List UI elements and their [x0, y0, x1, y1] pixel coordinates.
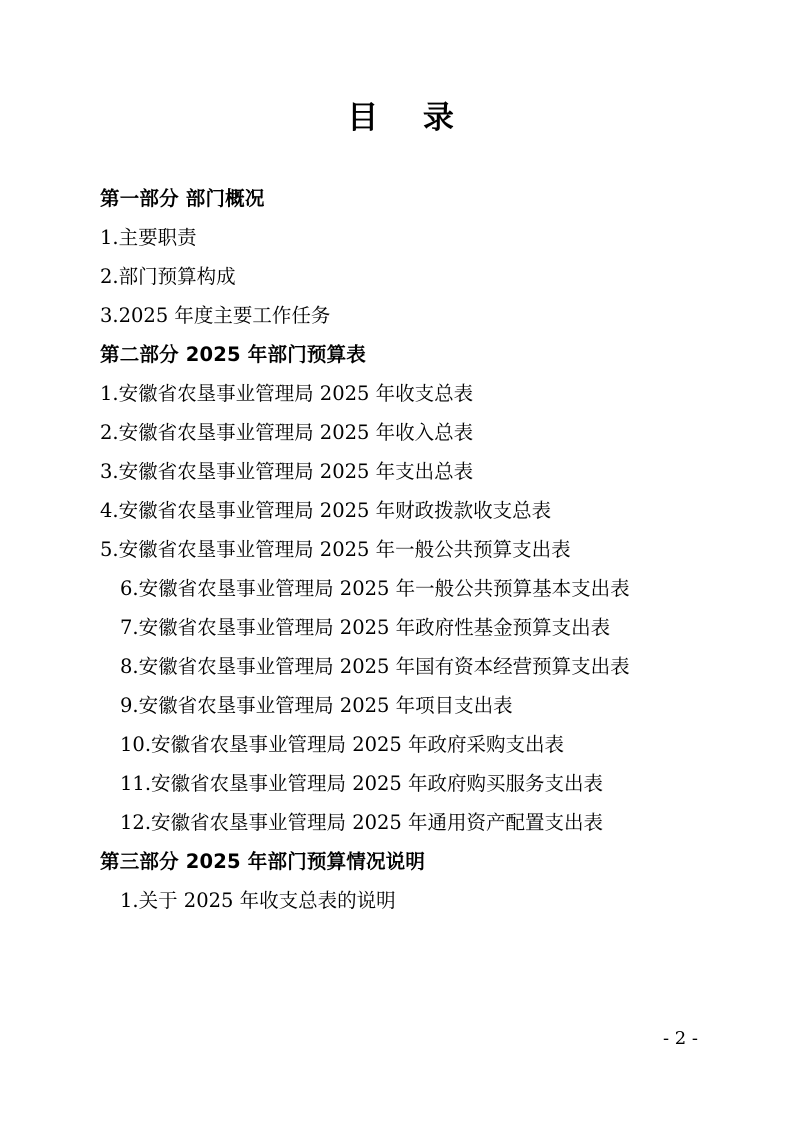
toc-entry[interactable]: 7.安徽省农垦事业管理局 2025 年政府性基金预算支出表	[120, 616, 611, 639]
toc-entry[interactable]: 12.安徽省农垦事业管理局 2025 年通用资产配置支出表	[120, 811, 604, 834]
toc-entry[interactable]: 8.安徽省农垦事业管理局 2025 年国有资本经营预算支出表	[120, 655, 630, 678]
toc-entry[interactable]: 1.关于 2025 年收支总表的说明	[120, 889, 396, 912]
toc-part-heading[interactable]: 第一部分 部门概况	[100, 187, 265, 210]
toc-entry[interactable]: 3.2025 年度主要工作任务	[100, 304, 331, 327]
page-number: - 2 -	[662, 1028, 698, 1049]
toc-entry[interactable]: 5.安徽省农垦事业管理局 2025 年一般公共预算支出表	[100, 538, 571, 561]
toc-entry[interactable]: 2.部门预算构成	[100, 265, 236, 288]
table-of-contents	[0, 179, 794, 920]
page-title: 目 录	[347, 100, 461, 136]
toc-entry[interactable]: 3.安徽省农垦事业管理局 2025 年支出总表	[100, 460, 474, 483]
toc-part-heading[interactable]: 第二部分 2025 年部门预算表	[100, 343, 366, 366]
toc-entry[interactable]: 10.安徽省农垦事业管理局 2025 年政府采购支出表	[120, 733, 565, 756]
toc-entry[interactable]: 1.主要职责	[100, 226, 197, 249]
toc-entry[interactable]: 9.安徽省农垦事业管理局 2025 年项目支出表	[120, 694, 513, 717]
toc-entry[interactable]: 4.安徽省农垦事业管理局 2025 年财政拨款收支总表	[100, 499, 552, 522]
toc-entry[interactable]: 1.安徽省农垦事业管理局 2025 年收支总表	[100, 382, 474, 405]
toc-entry[interactable]: 11.安徽省农垦事业管理局 2025 年政府购买服务支出表	[120, 772, 604, 795]
toc-entry[interactable]: 6.安徽省农垦事业管理局 2025 年一般公共预算基本支出表	[120, 577, 630, 600]
toc-part-heading[interactable]: 第三部分 2025 年部门预算情况说明	[100, 850, 426, 873]
toc-entry[interactable]: 2.安徽省农垦事业管理局 2025 年收入总表	[100, 421, 474, 444]
